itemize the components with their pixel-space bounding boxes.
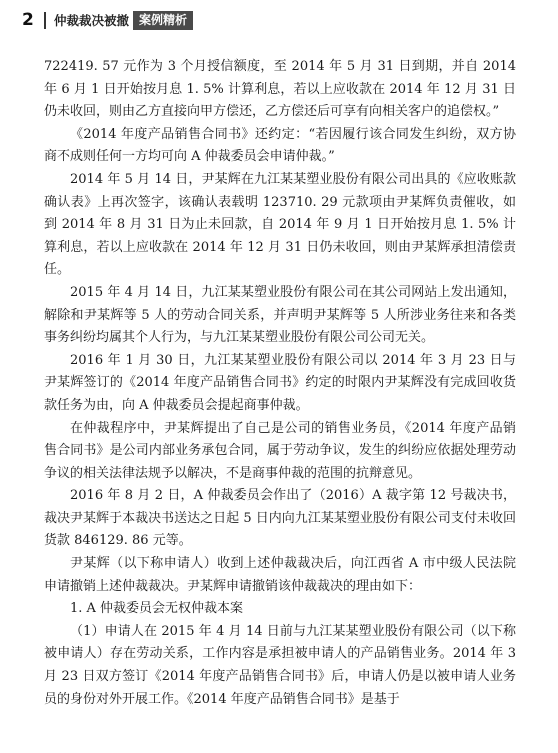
paragraph: （1）申请人在 2015 年 4 月 14 日前与九江某某塑业股份有限公司（以下称被申请人）存在劳动关系，工作内容是承担被申请人的产品销售业务。2014 年 3 月 23 日双方签订《2014 年度产品销售合同书》后，申请人仍是以被申请人业务员的身份对外开展工作。《2014 年度产品销售合同书》是基于: [44, 623, 516, 707]
paragraph: 2016 年 8 月 2 日，A 仲裁委员会作出了（2016）A 裁字第 12 号裁决书，裁决尹某辉于本裁决书送达之日起 5 日内向九江某某塑业股份有限公司支付未收回货款 846129. 86 元等。: [44, 488, 516, 549]
paragraph: 2015 年 4 月 14 日，九江某某塑业股份有限公司在其公司网站上发出通知，解除和尹某辉等 5 人的劳动合同关系，并声明尹某辉等 5 人所涉业务往来和各类事务纠纷均属其个人行为，与九江某某塑业股份有限公司公司无关。: [44, 284, 516, 346]
header-divider: [44, 12, 46, 29]
paragraph: 《2014 年度产品销售合同书》还约定：“若因履行该合同发生纠纷，双方协商不成则任何一方均可向 A 仲裁委员会申请仲裁。”: [44, 126, 516, 165]
section-heading: 1. A 仲裁委员会无权仲裁本案: [70, 601, 244, 617]
body-text: [44, 56, 516, 711]
paragraph: 在仲裁程序中，尹某辉提出了自己是公司的销售业务员，《2014 年度产品销售合同书》是公司内部业务承包合同，属于劳动争议，发生的纠纷应依据处理劳动争议的相关法律法规予以解决，不是商事仲裁的范围的抗辩意见。: [44, 420, 516, 481]
paragraph: 2014 年 5 月 14 日，尹某辉在九江某某塑业股份有限公司出具的《应收账款确认表》上再次签字，该确认表载明 123710. 29 元款项由尹某辉负责催收，如到 2014 年 8 月 31 日为止未回款，自 2014 年 9 月 1 日开始按月息 1. 5% 计算利息，若以上应收款在 2014 年 12 月 31 日仍未收回，则由尹某辉承担清偿责任。: [44, 171, 516, 278]
series-title: 仲裁裁决被撤: [54, 13, 130, 28]
page-header: [22, 10, 193, 30]
section-badge: 案例精析: [133, 11, 193, 30]
paragraph-continued: 722419. 57 元作为 3 个月授信额度，至 2014 年 5 月 31 日到期，并自 2014 年 6 月 1 日开始按月息 1. 5% 计算利息，若以上应收款在 2014 年 12 月 31 日仍未收回，则由乙方直接向甲方偿还，乙方偿还后可享有向相关客户的追偿权。”: [44, 59, 516, 120]
paragraph: 2016 年 1 月 30 日，九江某某塑业股份有限公司以 2014 年 3 月 23 日与尹某辉签订的《2014 年度产品销售合同书》约定的时限内尹某辉没有完成回收货款任务为由，向 A 仲裁委员会提起商事仲裁。: [44, 352, 516, 413]
paragraph: 尹某辉（以下称申请人）收到上述仲裁裁决后，向江西省 A 市中级人民法院申请撤销上述仲裁裁决。尹某辉申请撤销该仲裁裁决的理由如下：: [44, 556, 516, 594]
page-number: 2: [22, 10, 34, 30]
